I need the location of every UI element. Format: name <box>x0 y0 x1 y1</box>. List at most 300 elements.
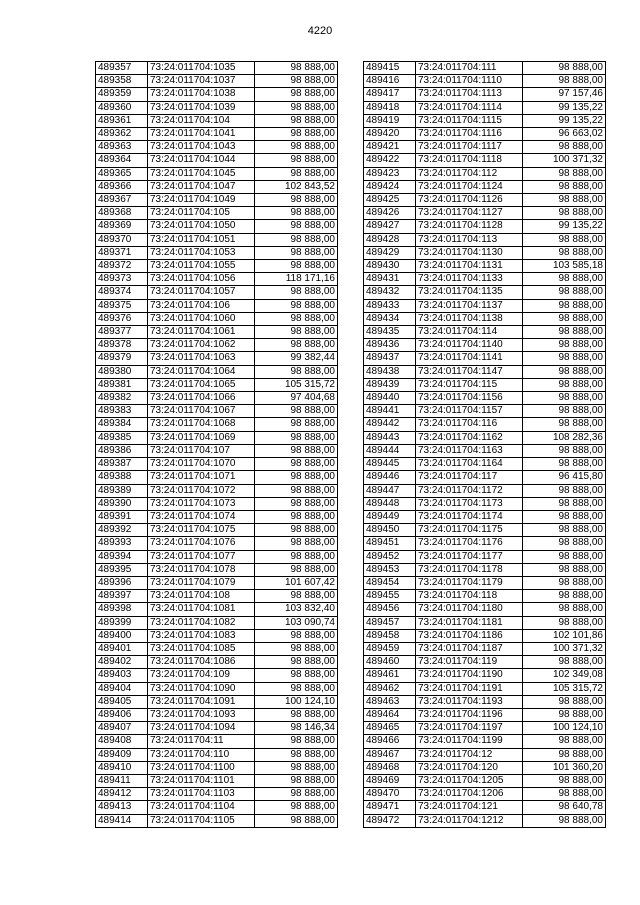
table-row <box>96 524 338 537</box>
value-cell: 98 888,00 <box>255 299 338 312</box>
table-row <box>96 62 338 75</box>
table-row <box>96 510 338 523</box>
table-row <box>96 550 338 563</box>
table-row <box>364 537 606 550</box>
record-number-cell: 489419 <box>364 114 416 127</box>
record-number-cell: 489381 <box>96 378 148 391</box>
record-number-cell: 489369 <box>96 220 148 233</box>
table-row <box>364 365 606 378</box>
record-number-cell: 489468 <box>364 761 416 774</box>
cadastral-number-cell: 73:24:011704:1091 <box>148 695 255 708</box>
cadastral-number-cell: 73:24:011704:1187 <box>416 642 523 655</box>
table-row <box>364 735 606 748</box>
value-cell: 98 888,00 <box>523 458 606 471</box>
table-row <box>96 299 338 312</box>
record-number-cell: 489380 <box>96 365 148 378</box>
record-number-cell: 489446 <box>364 471 416 484</box>
table-row <box>364 510 606 523</box>
value-cell: 98 888,00 <box>523 207 606 220</box>
record-number-cell: 489436 <box>364 339 416 352</box>
record-number-cell: 489400 <box>96 629 148 642</box>
cadastral-number-cell: 73:24:011704:109 <box>148 669 255 682</box>
cadastral-number-cell: 73:24:011704:1116 <box>416 128 523 141</box>
value-cell: 98 888,00 <box>523 550 606 563</box>
value-cell: 98 888,00 <box>523 814 606 827</box>
record-number-cell: 489465 <box>364 722 416 735</box>
cadastral-number-cell: 73:24:011704:1050 <box>148 220 255 233</box>
value-cell: 101 607,42 <box>255 576 338 589</box>
table-row <box>96 392 338 405</box>
record-number-cell: 489423 <box>364 167 416 180</box>
table-row <box>364 286 606 299</box>
value-cell: 98 888,00 <box>523 524 606 537</box>
value-cell: 98 888,00 <box>523 695 606 708</box>
value-cell: 98 888,00 <box>255 194 338 207</box>
value-cell: 98 888,00 <box>255 524 338 537</box>
table-row <box>364 603 606 616</box>
table-row <box>96 312 338 325</box>
record-number-cell: 489441 <box>364 405 416 418</box>
cadastral-number-cell: 73:24:011704:1057 <box>148 286 255 299</box>
value-cell: 100 371,32 <box>523 642 606 655</box>
value-cell: 100 371,32 <box>523 154 606 167</box>
record-number-cell: 489360 <box>96 101 148 114</box>
cadastral-number-cell: 73:24:011704:1178 <box>416 563 523 576</box>
value-cell: 98 888,00 <box>255 484 338 497</box>
cadastral-number-cell: 73:24:011704:1114 <box>416 101 523 114</box>
value-cell: 98 888,00 <box>523 167 606 180</box>
record-number-cell: 489439 <box>364 378 416 391</box>
record-number-cell: 489462 <box>364 682 416 695</box>
cadastral-number-cell: 73:24:011704:1127 <box>416 207 523 220</box>
table-row <box>364 299 606 312</box>
value-cell: 98 888,00 <box>523 603 606 616</box>
value-cell: 98 888,00 <box>255 788 338 801</box>
table-row <box>96 114 338 127</box>
record-number-cell: 489392 <box>96 524 148 537</box>
value-cell: 102 101,86 <box>523 629 606 642</box>
value-cell: 98 888,00 <box>523 405 606 418</box>
cadastral-number-cell: 73:24:011704:1181 <box>416 616 523 629</box>
table-row <box>96 101 338 114</box>
value-cell: 98 888,00 <box>255 761 338 774</box>
table-row <box>364 576 606 589</box>
table-row <box>96 537 338 550</box>
cadastral-number-cell: 73:24:011704:107 <box>148 444 255 457</box>
registry-table-right <box>363 61 606 828</box>
value-cell: 98 888,00 <box>255 418 338 431</box>
table-row <box>96 405 338 418</box>
value-cell: 98 888,00 <box>255 471 338 484</box>
cadastral-number-cell: 73:24:011704:1082 <box>148 616 255 629</box>
table-row <box>364 312 606 325</box>
cadastral-number-cell: 73:24:011704:1118 <box>416 154 523 167</box>
table-row <box>364 62 606 75</box>
table-row <box>96 154 338 167</box>
table-row <box>364 220 606 233</box>
table-row <box>96 722 338 735</box>
record-number-cell: 489422 <box>364 154 416 167</box>
table-row <box>364 207 606 220</box>
cadastral-number-cell: 73:24:011704:1094 <box>148 722 255 735</box>
cadastral-number-cell: 73:24:011704:1062 <box>148 339 255 352</box>
record-number-cell: 489402 <box>96 656 148 669</box>
value-cell: 98 888,00 <box>523 576 606 589</box>
value-cell: 98 888,00 <box>523 378 606 391</box>
value-cell: 98 888,00 <box>255 708 338 721</box>
cadastral-number-cell: 73:24:011704:1069 <box>148 431 255 444</box>
value-cell: 99 135,22 <box>523 114 606 127</box>
record-number-cell: 489454 <box>364 576 416 589</box>
record-number-cell: 489433 <box>364 299 416 312</box>
value-cell: 98 888,00 <box>523 180 606 193</box>
table-row <box>96 75 338 88</box>
record-number-cell: 489375 <box>96 299 148 312</box>
record-number-cell: 489459 <box>364 642 416 655</box>
table-row <box>96 735 338 748</box>
cadastral-number-cell: 73:24:011704:1156 <box>416 392 523 405</box>
record-number-cell: 489358 <box>96 75 148 88</box>
table-row <box>364 326 606 339</box>
record-number-cell: 489450 <box>364 524 416 537</box>
record-number-cell: 489396 <box>96 576 148 589</box>
value-cell: 98 888,00 <box>255 405 338 418</box>
value-cell: 98 888,00 <box>255 75 338 88</box>
record-number-cell: 489452 <box>364 550 416 563</box>
table-row <box>96 682 338 695</box>
record-number-cell: 489406 <box>96 708 148 721</box>
cadastral-number-cell: 73:24:011704:1086 <box>148 656 255 669</box>
cadastral-number-cell: 73:24:011704:1141 <box>416 352 523 365</box>
table-row <box>364 431 606 444</box>
value-cell: 98 888,00 <box>523 735 606 748</box>
value-cell: 98 640,78 <box>523 801 606 814</box>
value-cell: 98 888,00 <box>523 656 606 669</box>
record-number-cell: 489457 <box>364 616 416 629</box>
value-cell: 103 585,18 <box>523 260 606 273</box>
record-number-cell: 489367 <box>96 194 148 207</box>
record-number-cell: 489378 <box>96 339 148 352</box>
page-number: 4220 <box>307 25 333 37</box>
record-number-cell: 489458 <box>364 629 416 642</box>
table-row <box>364 484 606 497</box>
table-row <box>364 392 606 405</box>
table-row <box>96 708 338 721</box>
cadastral-number-cell: 73:24:011704:1066 <box>148 392 255 405</box>
record-number-cell: 489364 <box>96 154 148 167</box>
table-row <box>96 180 338 193</box>
cadastral-number-cell: 73:24:011704:1117 <box>416 141 523 154</box>
cadastral-number-cell: 73:24:011704:1049 <box>148 194 255 207</box>
cadastral-number-cell: 73:24:011704:1135 <box>416 286 523 299</box>
value-cell: 96 663,02 <box>523 128 606 141</box>
table-row <box>364 801 606 814</box>
value-cell: 98 888,00 <box>255 497 338 510</box>
table-row <box>364 246 606 259</box>
table-row <box>364 378 606 391</box>
record-number-cell: 489461 <box>364 669 416 682</box>
cadastral-number-cell: 73:24:011704:1176 <box>416 537 523 550</box>
record-number-cell: 489410 <box>96 761 148 774</box>
table-row <box>364 194 606 207</box>
record-number-cell: 489395 <box>96 563 148 576</box>
value-cell: 96 415,80 <box>523 471 606 484</box>
cadastral-number-cell: 73:24:011704:120 <box>416 761 523 774</box>
table-row <box>364 814 606 827</box>
table-row <box>364 128 606 141</box>
table-row <box>364 748 606 761</box>
table-row <box>96 656 338 669</box>
cadastral-number-cell: 73:24:011704:1186 <box>416 629 523 642</box>
value-cell: 98 888,00 <box>523 312 606 325</box>
table-row <box>96 642 338 655</box>
record-number-cell: 489370 <box>96 233 148 246</box>
value-cell: 98 888,00 <box>255 62 338 75</box>
record-number-cell: 489472 <box>364 814 416 827</box>
cadastral-number-cell: 73:24:011704:1137 <box>416 299 523 312</box>
record-number-cell: 489470 <box>364 788 416 801</box>
value-cell: 98 888,00 <box>523 365 606 378</box>
record-number-cell: 489383 <box>96 405 148 418</box>
cadastral-number-cell: 73:24:011704:110 <box>148 748 255 761</box>
table-row <box>96 326 338 339</box>
value-cell: 98 888,00 <box>255 537 338 550</box>
cadastral-number-cell: 73:24:011704:1077 <box>148 550 255 563</box>
table-row <box>364 233 606 246</box>
record-number-cell: 489388 <box>96 471 148 484</box>
table-row <box>96 616 338 629</box>
value-cell: 103 832,40 <box>255 603 338 616</box>
record-number-cell: 489363 <box>96 141 148 154</box>
table-row <box>96 788 338 801</box>
cadastral-number-cell: 73:24:011704:1064 <box>148 365 255 378</box>
table-row <box>364 774 606 787</box>
cadastral-number-cell: 73:24:011704:1179 <box>416 576 523 589</box>
table-row <box>364 339 606 352</box>
value-cell: 98 888,00 <box>523 563 606 576</box>
value-cell: 98 888,00 <box>255 365 338 378</box>
record-number-cell: 489464 <box>364 708 416 721</box>
cadastral-number-cell: 73:24:011704:1044 <box>148 154 255 167</box>
value-cell: 98 888,00 <box>255 590 338 603</box>
value-cell: 102 843,52 <box>255 180 338 193</box>
value-cell: 98 888,00 <box>523 326 606 339</box>
value-cell: 98 888,00 <box>255 220 338 233</box>
cadastral-number-cell: 73:24:011704:1130 <box>416 246 523 259</box>
table-row <box>96 207 338 220</box>
table-row <box>364 563 606 576</box>
record-number-cell: 489408 <box>96 735 148 748</box>
table-row <box>364 154 606 167</box>
table-row <box>96 167 338 180</box>
cadastral-number-cell: 73:24:011704:118 <box>416 590 523 603</box>
cadastral-number-cell: 73:24:011704:1037 <box>148 75 255 88</box>
cadastral-number-cell: 73:24:011704:1053 <box>148 246 255 259</box>
record-number-cell: 489455 <box>364 590 416 603</box>
record-number-cell: 489365 <box>96 167 148 180</box>
record-number-cell: 489411 <box>96 774 148 787</box>
table-row <box>96 352 338 365</box>
record-number-cell: 489371 <box>96 246 148 259</box>
record-number-cell: 489409 <box>96 748 148 761</box>
record-number-cell: 489417 <box>364 88 416 101</box>
record-number-cell: 489366 <box>96 180 148 193</box>
cadastral-number-cell: 73:24:011704:104 <box>148 114 255 127</box>
record-number-cell: 489449 <box>364 510 416 523</box>
value-cell: 98 888,00 <box>255 207 338 220</box>
table-row <box>364 141 606 154</box>
cadastral-number-cell: 73:24:011704:1206 <box>416 788 523 801</box>
table-row <box>96 378 338 391</box>
cadastral-number-cell: 73:24:011704:117 <box>416 471 523 484</box>
value-cell: 98 888,00 <box>255 260 338 273</box>
table-row <box>96 576 338 589</box>
record-number-cell: 489438 <box>364 365 416 378</box>
value-cell: 98 888,00 <box>255 642 338 655</box>
value-cell: 102 349,08 <box>523 669 606 682</box>
cadastral-number-cell: 73:24:011704:106 <box>148 299 255 312</box>
cadastral-number-cell: 73:24:011704:1133 <box>416 273 523 286</box>
table-row <box>364 629 606 642</box>
value-cell: 98 888,00 <box>255 550 338 563</box>
value-cell: 98 888,00 <box>255 748 338 761</box>
table-row <box>364 524 606 537</box>
value-cell: 98 888,00 <box>523 273 606 286</box>
table-row <box>364 352 606 365</box>
table-row <box>96 629 338 642</box>
cadastral-number-cell: 73:24:011704:1180 <box>416 603 523 616</box>
value-cell: 98 888,00 <box>523 616 606 629</box>
cadastral-number-cell: 73:24:011704:1074 <box>148 510 255 523</box>
record-number-cell: 489390 <box>96 497 148 510</box>
cadastral-number-cell: 73:24:011704:1157 <box>416 405 523 418</box>
table-row <box>364 273 606 286</box>
table-row <box>96 814 338 827</box>
record-number-cell: 489368 <box>96 207 148 220</box>
value-cell: 97 404,68 <box>255 392 338 405</box>
value-cell: 98 888,00 <box>255 141 338 154</box>
value-cell: 98 888,00 <box>255 326 338 339</box>
record-number-cell: 489384 <box>96 418 148 431</box>
value-cell: 98 888,00 <box>523 246 606 259</box>
cadastral-number-cell: 73:24:011704:1177 <box>416 550 523 563</box>
cadastral-number-cell: 73:24:011704:1067 <box>148 405 255 418</box>
value-cell: 98 888,00 <box>255 246 338 259</box>
value-cell: 98 888,00 <box>523 392 606 405</box>
record-number-cell: 489467 <box>364 748 416 761</box>
record-number-cell: 489435 <box>364 326 416 339</box>
record-number-cell: 489359 <box>96 88 148 101</box>
cadastral-number-cell: 73:24:011704:1035 <box>148 62 255 75</box>
table-row <box>96 497 338 510</box>
value-cell: 98 888,00 <box>255 167 338 180</box>
cadastral-number-cell: 73:24:011704:1175 <box>416 524 523 537</box>
cadastral-number-cell: 73:24:011704:1140 <box>416 339 523 352</box>
cadastral-number-cell: 73:24:011704:114 <box>416 326 523 339</box>
value-cell: 98 146,34 <box>255 722 338 735</box>
cadastral-number-cell: 73:24:011704:1104 <box>148 801 255 814</box>
cadastral-number-cell: 73:24:011704:115 <box>416 378 523 391</box>
table-row <box>364 497 606 510</box>
cadastral-number-cell: 73:24:011704:1110 <box>416 75 523 88</box>
table-row <box>96 260 338 273</box>
table-row <box>364 444 606 457</box>
cadastral-number-cell: 73:24:011704:1128 <box>416 220 523 233</box>
table-row <box>96 748 338 761</box>
cadastral-number-cell: 73:24:011704:1056 <box>148 273 255 286</box>
value-cell: 98 888,00 <box>255 444 338 457</box>
record-number-cell: 489361 <box>96 114 148 127</box>
value-cell: 100 124,10 <box>255 695 338 708</box>
record-number-cell: 489414 <box>96 814 148 827</box>
record-number-cell: 489463 <box>364 695 416 708</box>
record-number-cell: 489453 <box>364 563 416 576</box>
cadastral-number-cell: 73:24:011704:1090 <box>148 682 255 695</box>
value-cell: 98 888,00 <box>523 194 606 207</box>
table-row <box>96 603 338 616</box>
cadastral-number-cell: 73:24:011704:1073 <box>148 497 255 510</box>
cadastral-number-cell: 73:24:011704:1038 <box>148 88 255 101</box>
cadastral-number-cell: 73:24:011704:111 <box>416 62 523 75</box>
value-cell: 98 888,00 <box>523 352 606 365</box>
cadastral-number-cell: 73:24:011704:1041 <box>148 128 255 141</box>
cadastral-number-cell: 73:24:011704:1072 <box>148 484 255 497</box>
table-row <box>96 695 338 708</box>
table-row <box>96 286 338 299</box>
record-number-cell: 489416 <box>364 75 416 88</box>
table-row <box>364 260 606 273</box>
table-row <box>364 708 606 721</box>
cadastral-number-cell: 73:24:011704:1045 <box>148 167 255 180</box>
cadastral-number-cell: 73:24:011704:1101 <box>148 774 255 787</box>
table-row <box>364 616 606 629</box>
record-number-cell: 489387 <box>96 458 148 471</box>
cadastral-number-cell: 73:24:011704:1061 <box>148 326 255 339</box>
value-cell: 98 888,00 <box>255 286 338 299</box>
cadastral-number-cell: 73:24:011704:1138 <box>416 312 523 325</box>
record-number-cell: 489405 <box>96 695 148 708</box>
value-cell: 98 888,00 <box>523 537 606 550</box>
record-number-cell: 489407 <box>96 722 148 735</box>
table-row <box>364 682 606 695</box>
value-cell: 98 888,00 <box>255 312 338 325</box>
record-number-cell: 489447 <box>364 484 416 497</box>
cadastral-number-cell: 73:24:011704:113 <box>416 233 523 246</box>
table-row <box>364 405 606 418</box>
cadastral-number-cell: 73:24:011704:116 <box>416 418 523 431</box>
cadastral-number-cell: 73:24:011704:119 <box>416 656 523 669</box>
table-row <box>96 365 338 378</box>
value-cell: 98 888,00 <box>255 339 338 352</box>
table-row <box>96 141 338 154</box>
value-cell: 103 090,74 <box>255 616 338 629</box>
value-cell: 98 888,00 <box>255 669 338 682</box>
cadastral-number-cell: 73:24:011704:1105 <box>148 814 255 827</box>
value-cell: 98 888,00 <box>255 735 338 748</box>
table-row <box>96 339 338 352</box>
cadastral-number-cell: 73:24:011704:112 <box>416 167 523 180</box>
value-cell: 97 157,46 <box>523 88 606 101</box>
value-cell: 108 282,36 <box>523 431 606 444</box>
cadastral-number-cell: 73:24:011704:1174 <box>416 510 523 523</box>
table-row <box>96 761 338 774</box>
value-cell: 98 888,00 <box>523 75 606 88</box>
value-cell: 98 888,00 <box>523 774 606 787</box>
value-cell: 98 888,00 <box>255 801 338 814</box>
value-cell: 98 888,00 <box>255 814 338 827</box>
value-cell: 98 888,00 <box>523 510 606 523</box>
table-row <box>96 669 338 682</box>
